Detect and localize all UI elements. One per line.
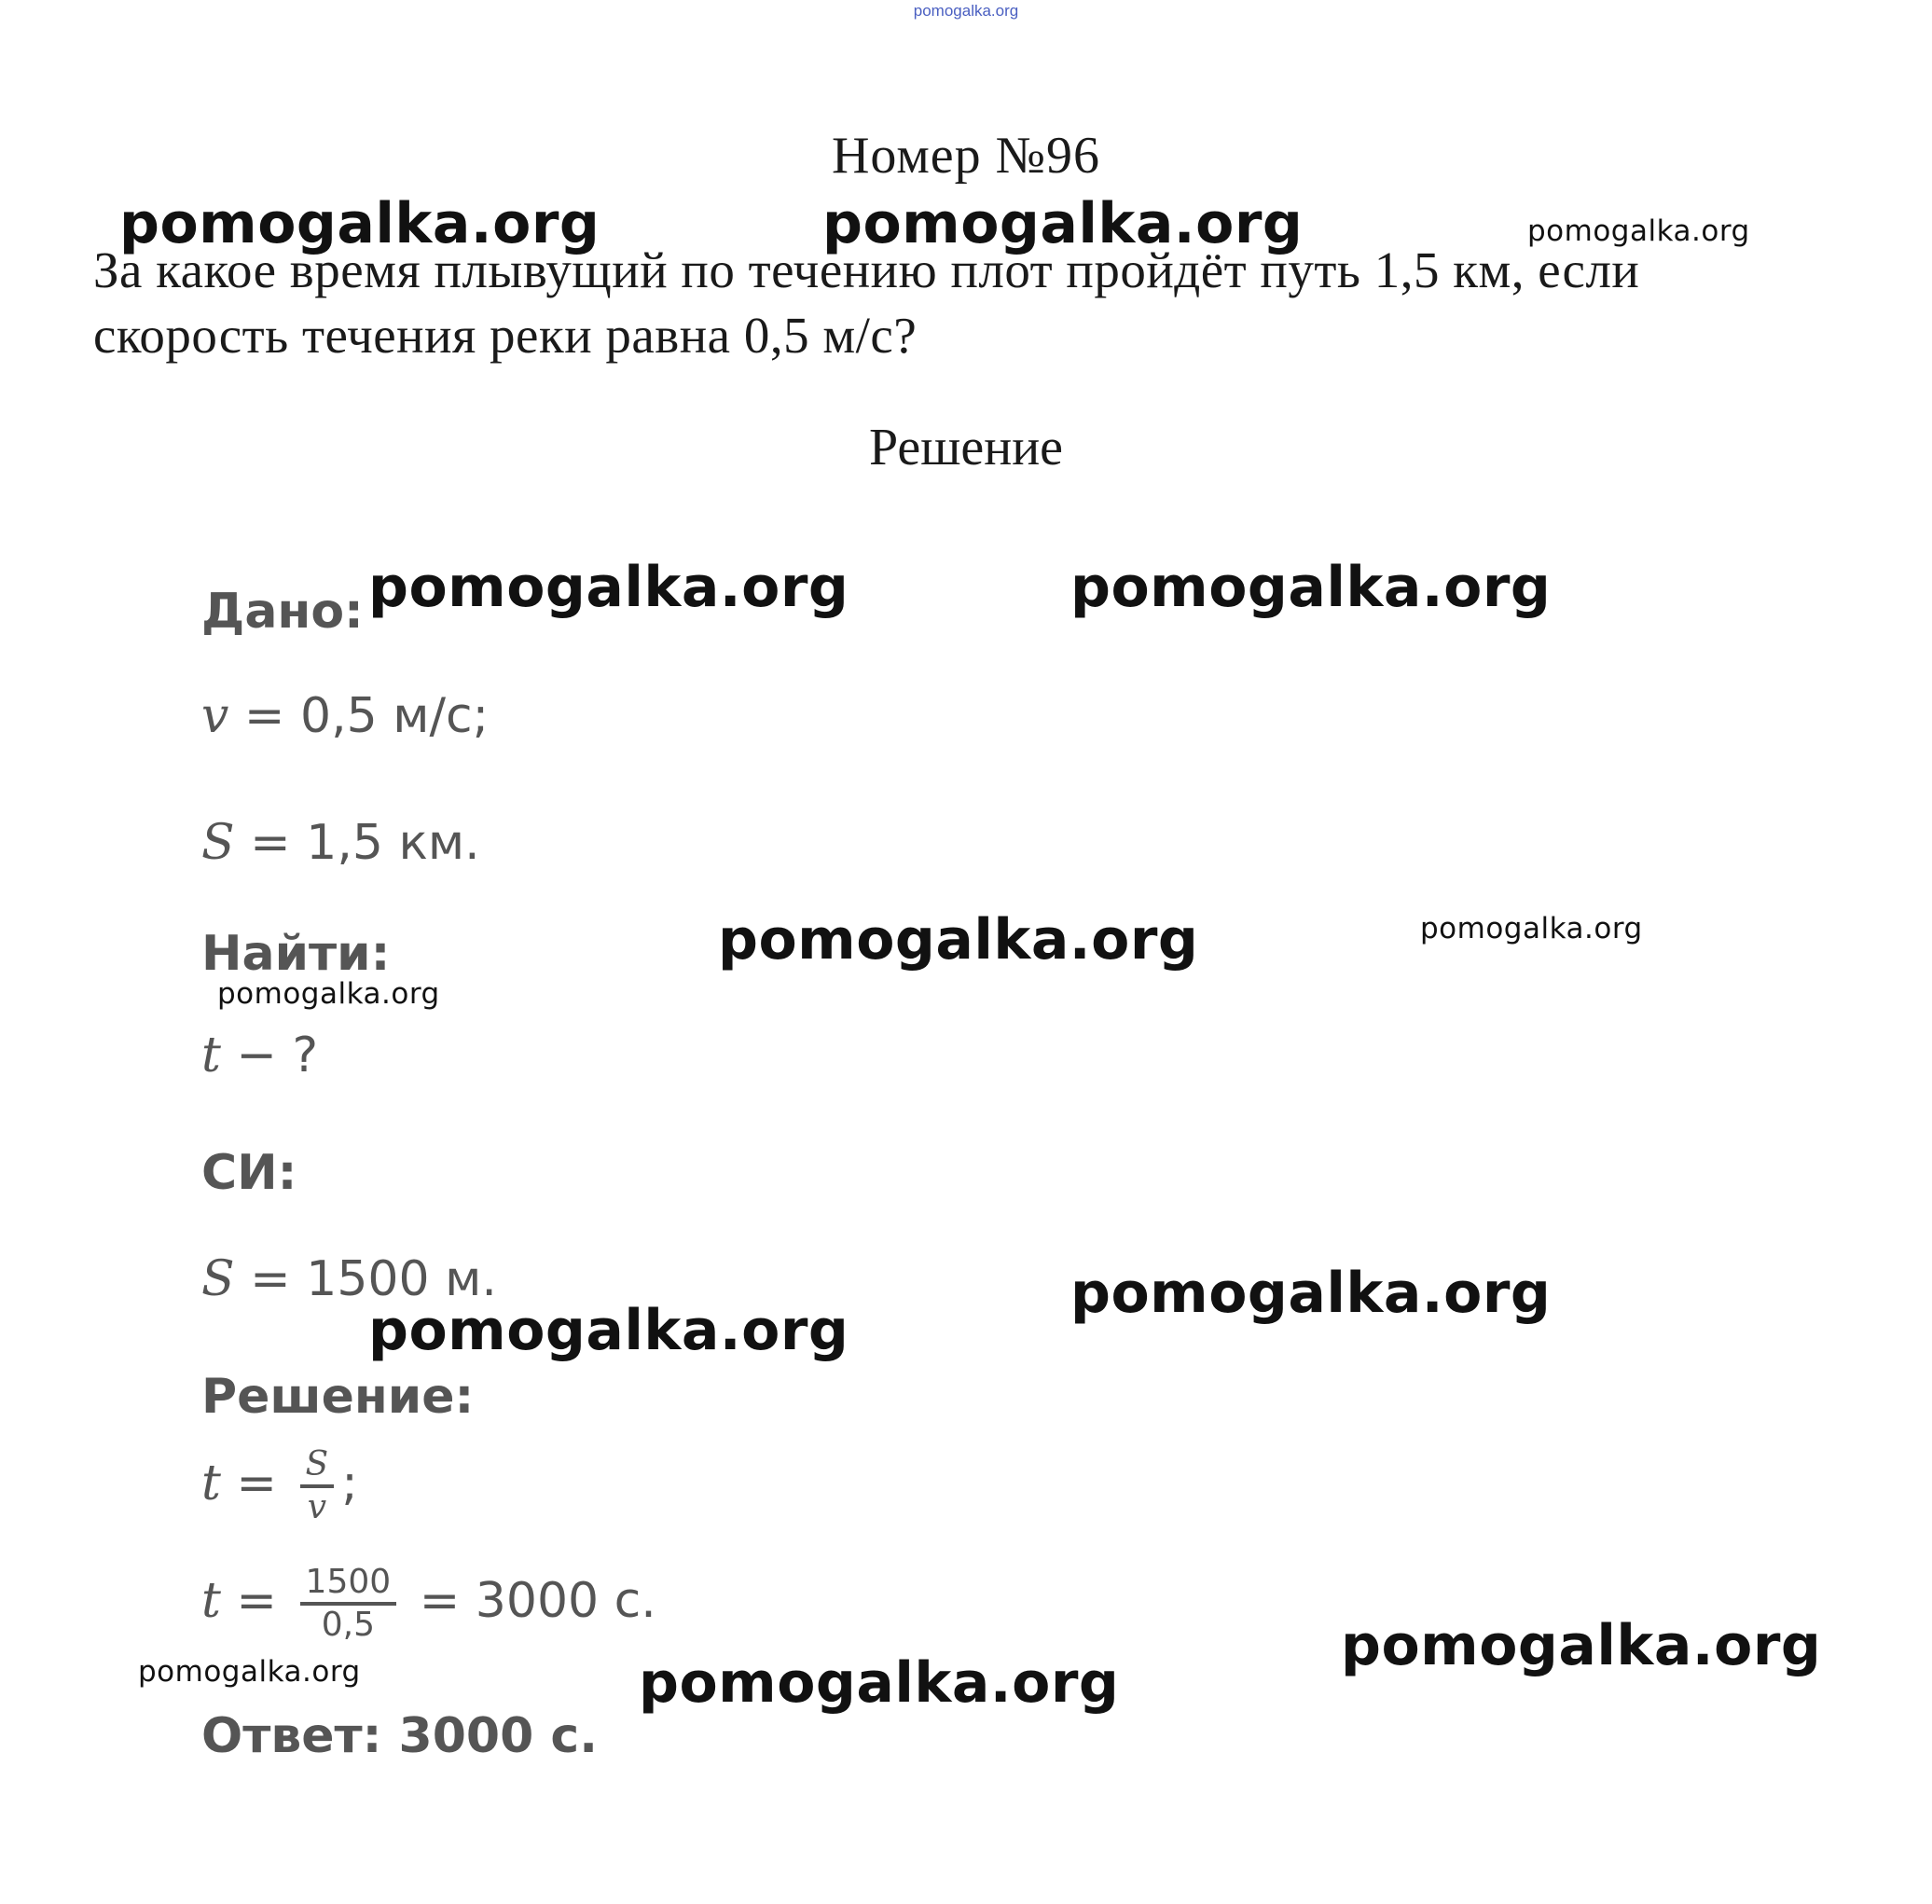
given-label: Дано: (201, 584, 364, 640)
formula-equals: = (220, 1456, 293, 1511)
solution-label: Решение: (201, 1369, 475, 1425)
watermark: pomogalka.org (368, 1298, 849, 1363)
formula-denominator: v (307, 1488, 327, 1526)
si-distance-value: = 1500 м. (234, 1251, 497, 1307)
time-question: − ? (220, 1028, 319, 1083)
velocity-value: = 0,5 м/с; (228, 688, 490, 744)
watermark: pomogalka.org (1070, 555, 1552, 620)
time-var: t (201, 1028, 221, 1083)
formula-numerator: S (300, 1445, 335, 1488)
problem-line-1: За какое время плывущий по течению плот пройдёт путь 1,5 км, если (93, 241, 1640, 298)
problem-line-2: скорость течения реки равна 0,5 м/с? (93, 307, 918, 364)
si-distance-var: S (201, 1251, 235, 1307)
watermark: pomogalka.org (1420, 912, 1643, 945)
calc-line (201, 1563, 656, 1645)
distance-var: S (201, 815, 235, 871)
watermark: pomogalka.org (639, 1650, 1120, 1716)
watermark: pomogalka.org (1527, 214, 1750, 248)
velocity-var: v (201, 688, 229, 744)
formula-fraction (300, 1445, 335, 1527)
watermark: pomogalka.org (1070, 1261, 1552, 1326)
given-distance (201, 815, 480, 871)
watermark: pomogalka.org (822, 191, 1304, 256)
watermark: pomogalka.org (119, 191, 600, 256)
formula-t-var: t (201, 1456, 221, 1511)
calc-equals: = (220, 1573, 293, 1629)
solution-heading: Решение (868, 419, 1064, 476)
calc-fraction (300, 1563, 397, 1645)
calc-numerator: 1500 (300, 1563, 397, 1606)
watermark: pomogalka.org (217, 977, 440, 1011)
page-title: Номер №96 (831, 127, 1101, 185)
calc-denominator: 0,5 (321, 1606, 375, 1644)
calc-t-var: t (201, 1573, 221, 1629)
formula-end: ; (341, 1456, 358, 1511)
watermark: pomogalka.org (1341, 1613, 1822, 1678)
site-mark: pomogalka.org (913, 2, 1019, 20)
formula-line (201, 1445, 358, 1527)
calc-result: = 3000 с. (404, 1573, 656, 1629)
watermark: pomogalka.org (368, 555, 849, 620)
si-label: СИ: (201, 1145, 297, 1201)
distance-value: = 1,5 км. (234, 815, 480, 871)
watermark: pomogalka.org (718, 907, 1199, 973)
watermark: pomogalka.org (138, 1655, 361, 1689)
find-label: Найти: (201, 926, 391, 982)
answer: Ответ: 3000 с. (201, 1708, 598, 1764)
find-time (201, 1028, 318, 1083)
given-velocity (201, 688, 489, 744)
problem-statement (93, 238, 1865, 368)
